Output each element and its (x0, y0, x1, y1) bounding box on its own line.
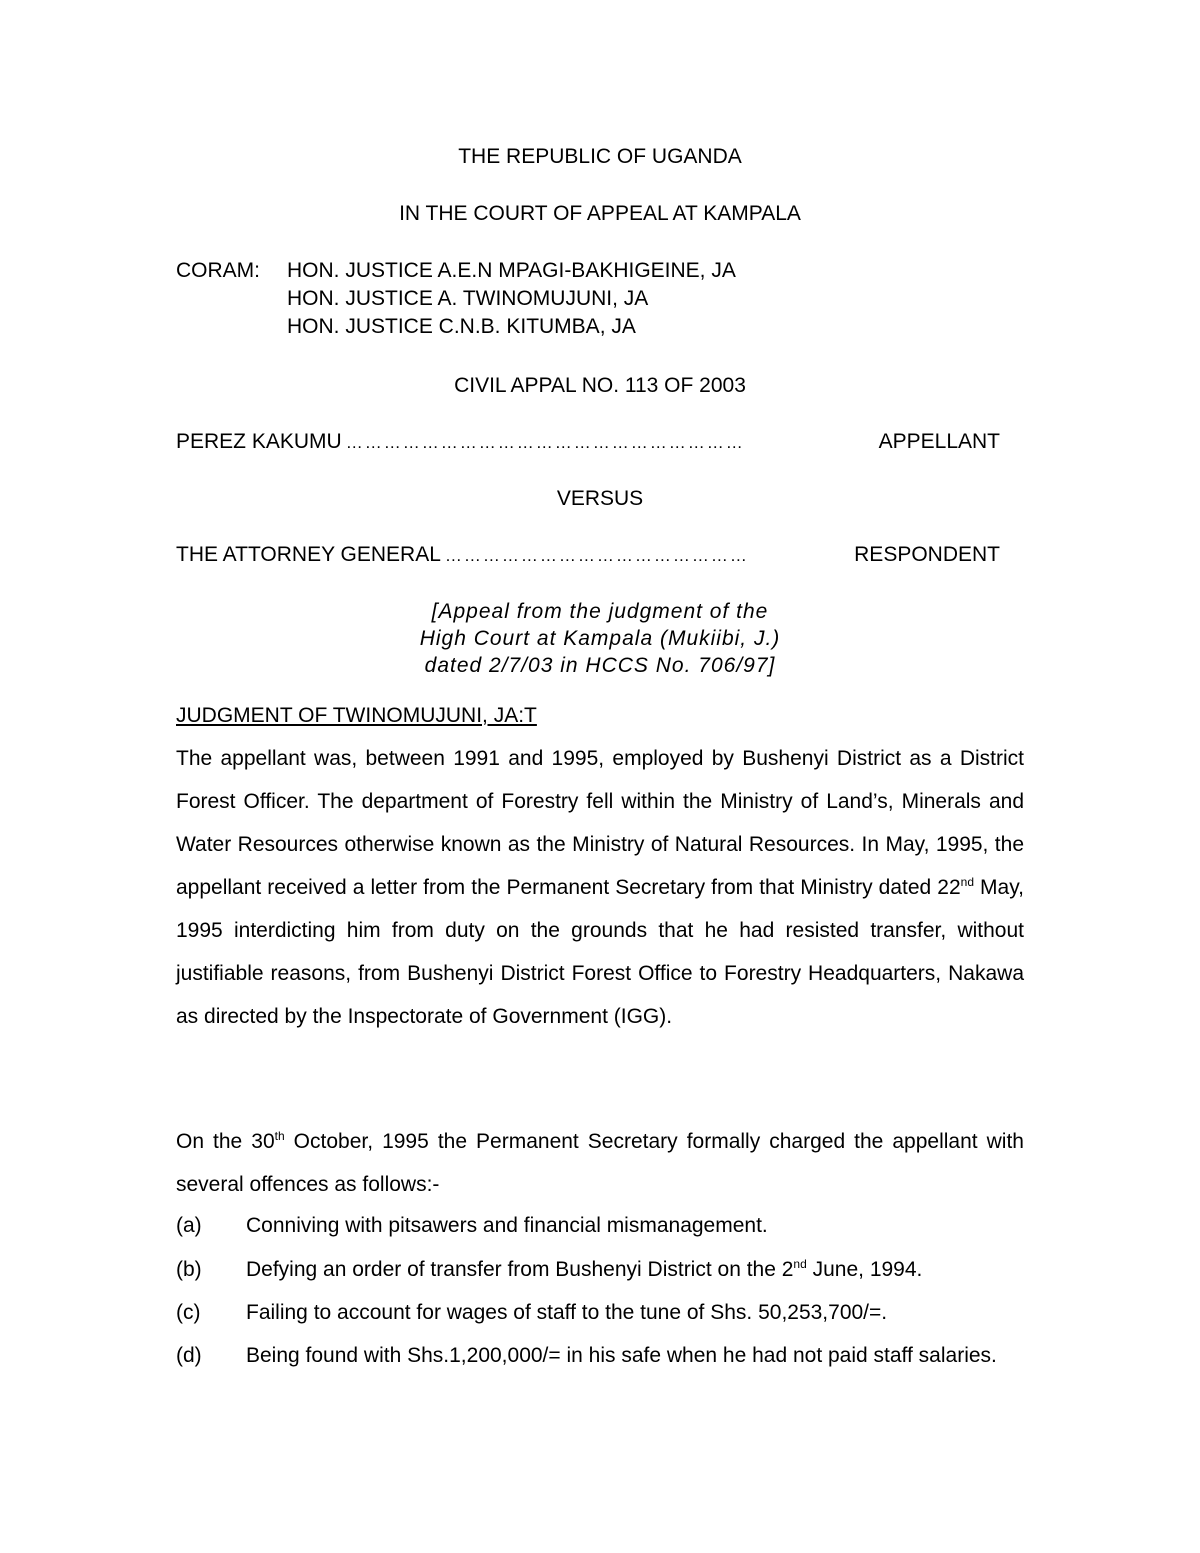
appeal-note-line-3: dated 2/7/03 in HCCS No. 706/97] (424, 654, 776, 677)
charge-text-b-superscript: nd (793, 1257, 807, 1271)
coram-judge-1: HON. JUSTICE A.E.N MPAGI-BAKHIGEINE, JA (287, 259, 736, 282)
paragraph-2 (176, 1120, 1024, 1206)
appellant-line (176, 430, 1000, 454)
charge-label-a: (a) (176, 1214, 202, 1237)
court-title: IN THE COURT OF APPEAL AT KAMPALA (399, 202, 801, 225)
appellant-role: APPELLANT (878, 430, 1000, 453)
paragraph-1-text-a: The appellant was, between 1991 and 1995, employed by Bushenyi District as a District Forest Officer. The department of Forestry fell within the Ministry of Land’s, Minerals and Water Resources otherwise known as the Ministry of Natural Resources. In May, 1995, the appellant received a letter from the Permanent Secretary from that Ministry dated 22 (176, 747, 1024, 899)
case-number: CIVIL APPAL NO. 113 OF 2003 (454, 374, 746, 397)
appeal-note (0, 598, 1200, 679)
charge-text-a: Conniving with pitsawers and financial mismanagement. (246, 1214, 768, 1237)
charge-text-d: Being found with Shs.1,200,000/= in his safe when he had not paid staff salaries. (246, 1344, 997, 1367)
respondent-name: THE ATTORNEY GENERAL (176, 543, 441, 566)
appeal-note-line-2: High Court at Kampala (Mukiibi, J.) (419, 627, 781, 650)
appellant-dot-leader: ……………………………………………………… (345, 433, 745, 452)
republic-title: THE REPUBLIC OF UGANDA (458, 145, 742, 168)
charge-text-b-b: June, 1994. (806, 1258, 923, 1281)
paragraph-1-text-b: May, 1995 interdicting him from duty on the grounds that he had resisted transfer, without justifiable reasons, from Bushenyi District Forest Office to Forestry Headquarters, Nakawa as directed by the Inspectorate of Government (IGG). (176, 876, 1024, 1028)
charge-label-d: (d) (176, 1344, 202, 1367)
paragraph-2-text-a: On the 30 (176, 1130, 275, 1153)
paragraph-2-superscript: th (274, 1129, 285, 1143)
charge-label-c: (c) (176, 1301, 201, 1324)
respondent-role: RESPONDENT (854, 543, 1000, 566)
paragraph-1-superscript: nd (960, 875, 974, 889)
appeal-note-line-1: [Appeal from the judgment of the (431, 600, 769, 623)
charge-text-b-a: Defying an order of transfer from Bushenyi District on the 2 (246, 1258, 794, 1281)
coram-judge-3: HON. JUSTICE C.N.B. KITUMBA, JA (287, 315, 636, 338)
charge-text-b (246, 1248, 1024, 1291)
versus-label: VERSUS (556, 487, 644, 510)
coram-judge-2: HON. JUSTICE A. TWINOMUJUNI, JA (287, 287, 649, 310)
paragraph-2-text-b: October, 1995 the Permanent Secretary formally charged the appellant with several offences as follows:- (176, 1130, 1024, 1196)
respondent-dot-leader: ………………………………………… (444, 546, 749, 565)
appellant-name: PEREZ KAKUMU (176, 430, 342, 453)
paragraph-1 (176, 737, 1024, 1038)
judgment-heading: JUDGMENT OF TWINOMUJUNI, JA:T (176, 704, 537, 727)
charge-text-c: Failing to account for wages of staff to the tune of Shs. 50,253,700/=. (246, 1301, 888, 1324)
coram-label: CORAM: (176, 259, 260, 282)
charge-label-b: (b) (176, 1258, 202, 1281)
respondent-line (176, 543, 1000, 567)
